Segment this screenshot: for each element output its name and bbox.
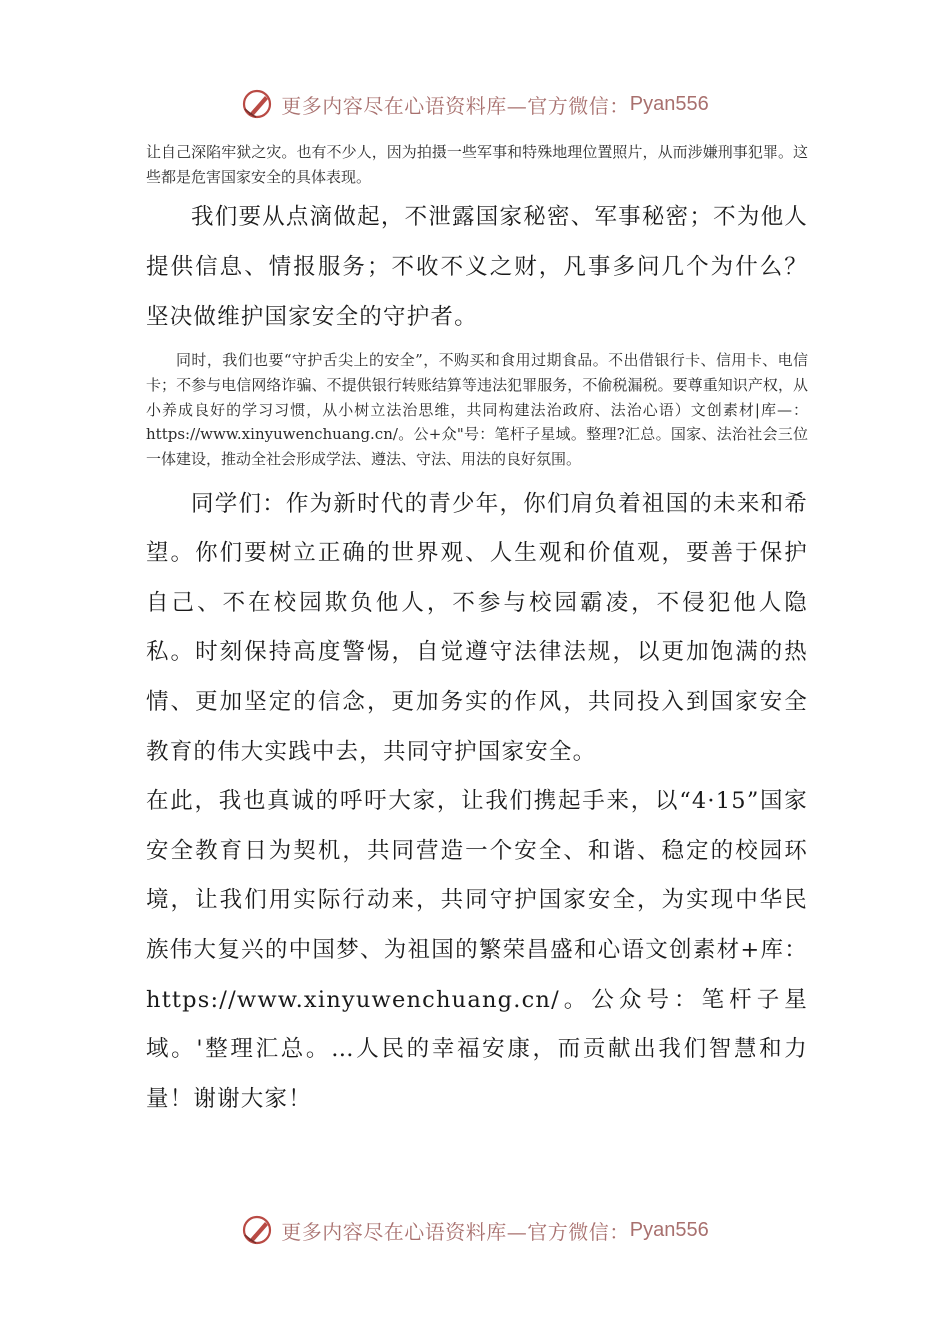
pen-circle-logo-icon: [241, 1213, 275, 1247]
paragraph-3: 同时，我们也要“守护舌尖上的安全”，不购买和食用过期食品。不出借银行卡、信用卡、电信卡；不参与电信网络诈骗、不提供银行转账结算等违法犯罪服务，不偷税漏税。要尊重知识产权，从小养成良好的学习习惯，从小树立法治思维，共同构建法治政府、法治心语）文创素材|库—：https://www.xinyuwenchuang.cn/。公+众"号：笔杆子星域。整理?汇总。国家、法治社会三位一体建设，推动全社会形成学法、遵法、守法、用法的良好氛围。: [146, 351, 808, 468]
header-slogan: 更多内容尽在心语资料库—官方微信：: [281, 93, 630, 118]
paragraph-4: 同学们：作为新时代的青少年，你们肩负着祖国的未来和希望。你们要树立正确的世界观、人生观和价值观，要善于保护自己、不在校园欺负他人，不参与校园霸凌，不侵犯他人隐私。时刻保持高度警惕，自觉遵守法律法规，以更加饱满的热情、更加坚定的信念，更加务实的作风，共同投入到国家安全教育的伟大实践中去，共同守护国家安全。: [146, 490, 808, 765]
header-wechat-id: Pyan556: [629, 92, 709, 115]
header-banner: [0, 84, 950, 124]
paragraph-5: 在此，我也真诚的呼吁大家，让我们携起手来，以“4·15”国家安全教育日为契机，共同营造一个安全、和谐、稳定的校园环境，让我们用实际行动来，共同守护国家安全，为实现中华民族伟大复兴的中国梦、为祖国的繁荣昌盛和心语文创素材+库：https://www.xinyuwenchuang.cn/。公众号：笔杆子星域。'整理汇总。…人民的幸福安康，而贡献出我们智慧和力量！谢谢大家！: [146, 788, 808, 1112]
paragraph-2: 我们要从点滴做起，不泄露国家秘密、军事秘密；不为他人提供信息、情报服务；不收不义之财，凡事多问几个为什么？坚决做维护国家安全的守护者。: [146, 204, 808, 330]
footer-slogan: 更多内容尽在心语资料库—官方微信：: [281, 1219, 630, 1244]
footer-banner: [0, 1210, 950, 1250]
pen-circle-logo-icon: [241, 87, 275, 121]
document-body: [146, 140, 808, 1124]
footer-wechat-id: Pyan556: [629, 1218, 709, 1241]
paragraph-1: 让自己深陷牢狱之灾。也有不少人，因为拍摄一些军事和特殊地理位置照片，从而涉嫌刑事犯罪。这些都是危害国家安全的具体表现。: [146, 143, 808, 186]
